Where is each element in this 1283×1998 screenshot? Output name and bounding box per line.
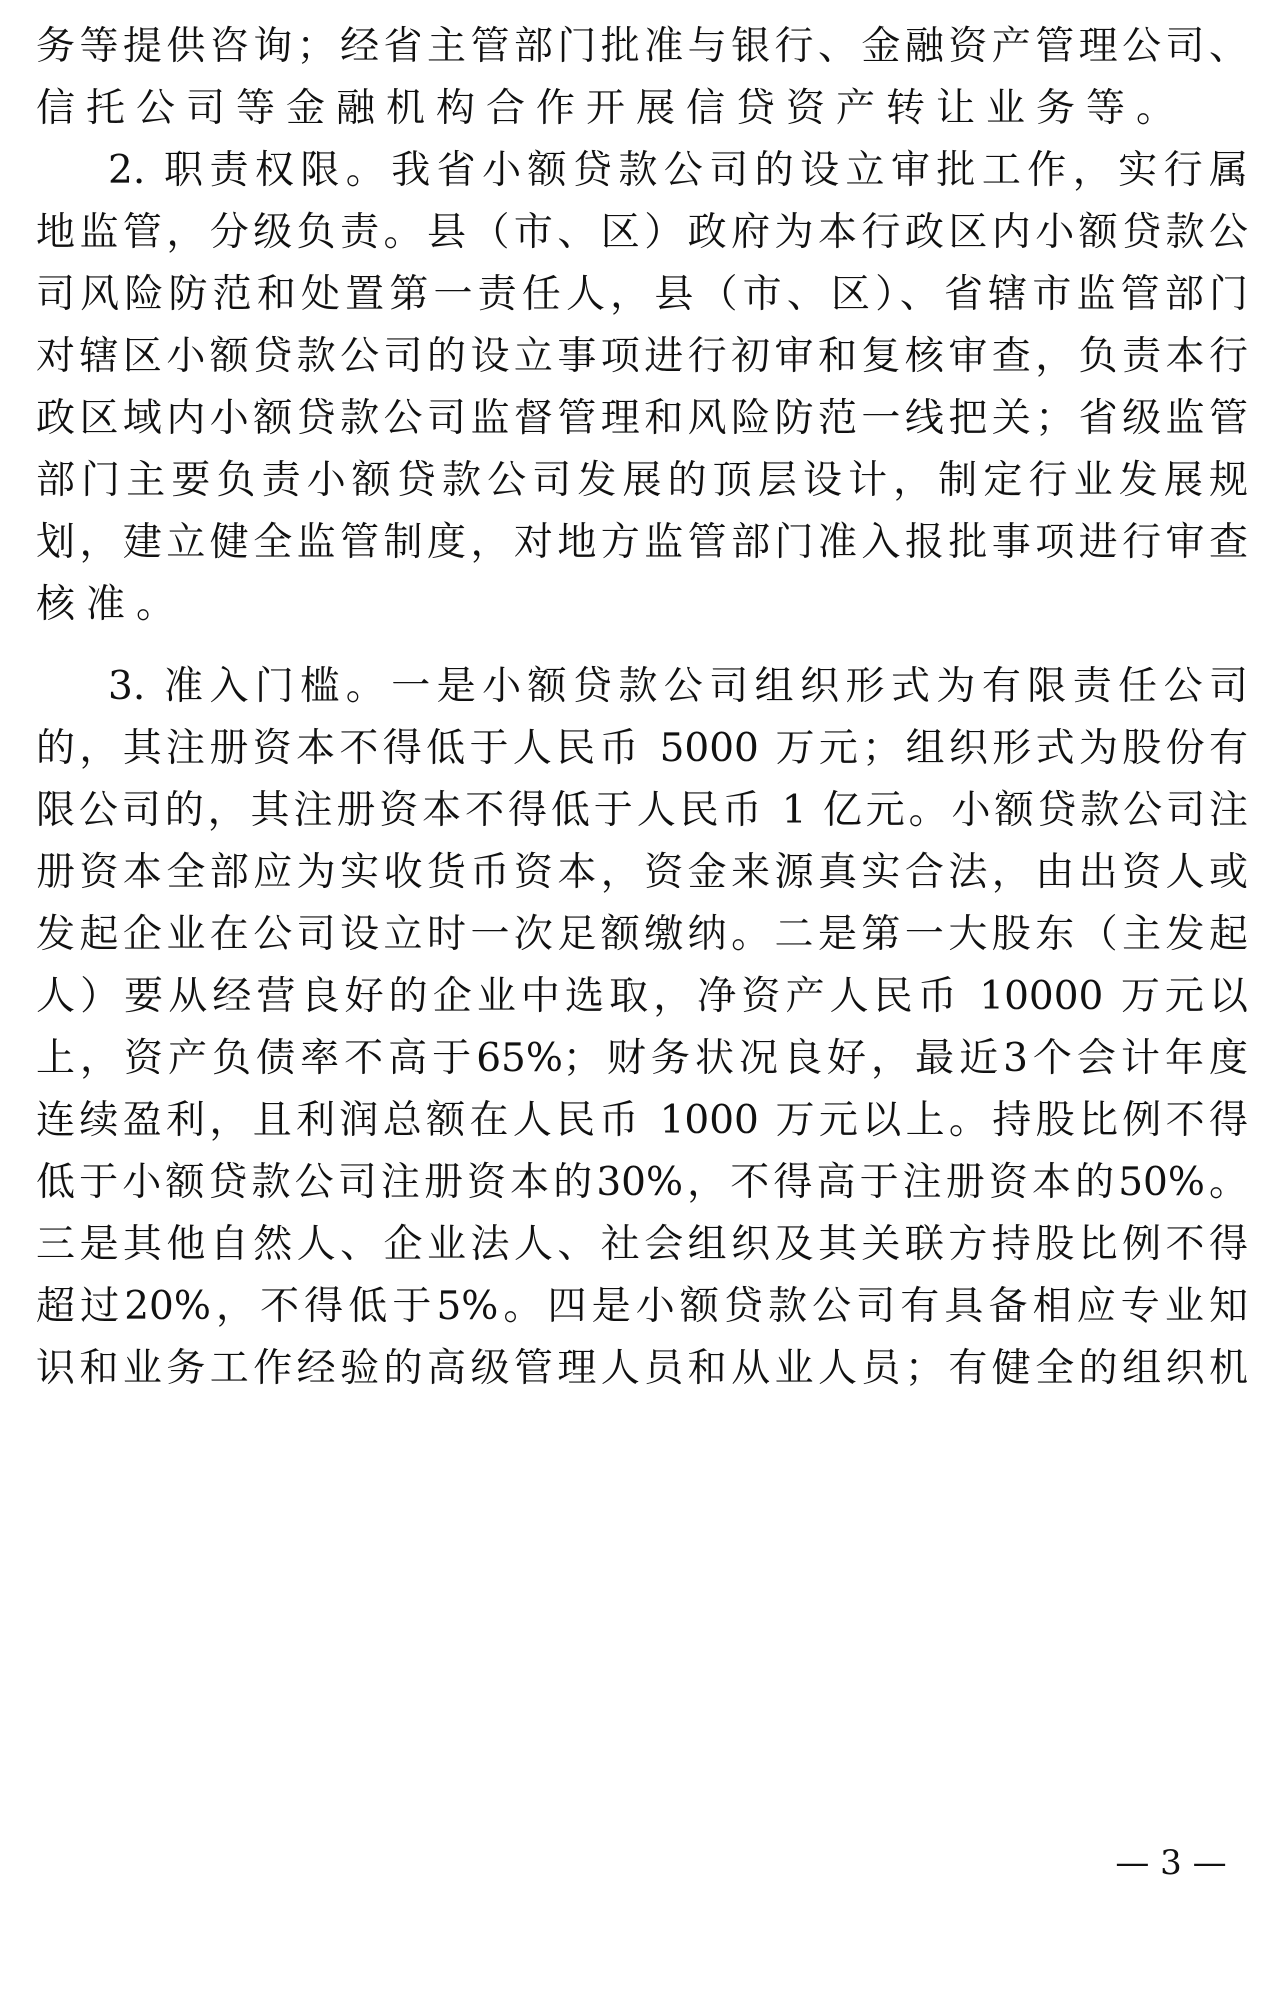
text-line: 划，建立健全监管制度，对地方监管部门准入报批事项进行审查 bbox=[36, 520, 1248, 565]
text-line: 对辖区小额贷款公司的设立事项进行初审和复核审查，负责本行 bbox=[36, 334, 1248, 379]
section-heading-line: 2. 职责权限。我省小额贷款公司的设立审批工作，实行属 bbox=[108, 148, 1248, 193]
text-line: 务等提供咨询；经省主管部门批准与银行、金融资产管理公司、 bbox=[36, 24, 1248, 69]
text-line: 地监管，分级负责。县（市、区）政府为本行政区内小额贷款公 bbox=[36, 210, 1248, 255]
text-line: 上，资产负债率不高于65%；财务状况良好，最近3个会计年度 bbox=[36, 1036, 1248, 1081]
text-line: 人）要从经营良好的企业中选取，净资产人民币 10000 万元以 bbox=[36, 974, 1248, 1019]
text-line: 册资本全部应为实收货币资本，资金来源真实合法，由出资人或 bbox=[36, 850, 1248, 895]
text-line: 核准。 bbox=[36, 582, 187, 627]
text-line: 的，其注册资本不得低于人民币 5000 万元；组织形式为股份有 bbox=[36, 726, 1248, 771]
text-line: 三是其他自然人、企业法人、社会组织及其关联方持股比例不得 bbox=[36, 1222, 1248, 1267]
page-number: — 3 — bbox=[1115, 1843, 1227, 1883]
text-line: 信托公司等金融机构合作开展信贷资产转让业务等。 bbox=[36, 86, 1187, 131]
text-line: 连续盈利，且利润总额在人民币 1000 万元以上。持股比例不得 bbox=[36, 1098, 1248, 1143]
text-line: 部门主要负责小额贷款公司发展的顶层设计，制定行业发展规 bbox=[36, 458, 1248, 503]
section-heading-line: 3. 准入门槛。一是小额贷款公司组织形式为有限责任公司 bbox=[108, 664, 1248, 709]
text-line: 识和业务工作经验的高级管理人员和从业人员；有健全的组织机 bbox=[36, 1346, 1248, 1391]
document-page bbox=[36, 0, 1248, 1998]
text-line: 限公司的，其注册资本不得低于人民币 1 亿元。小额贷款公司注 bbox=[36, 788, 1248, 833]
text-line: 发起企业在公司设立时一次足额缴纳。二是第一大股东（主发起 bbox=[36, 912, 1248, 957]
text-line: 低于小额贷款公司注册资本的30%，不得高于注册资本的50%。 bbox=[36, 1160, 1248, 1205]
text-line: 司风险防范和处置第一责任人，县（市、区）、省辖市监管部门 bbox=[36, 272, 1248, 317]
text-line: 超过20%，不得低于5%。四是小额贷款公司有具备相应专业知 bbox=[36, 1284, 1248, 1329]
text-line: 政区域内小额贷款公司监督管理和风险防范一线把关；省级监管 bbox=[36, 396, 1248, 441]
